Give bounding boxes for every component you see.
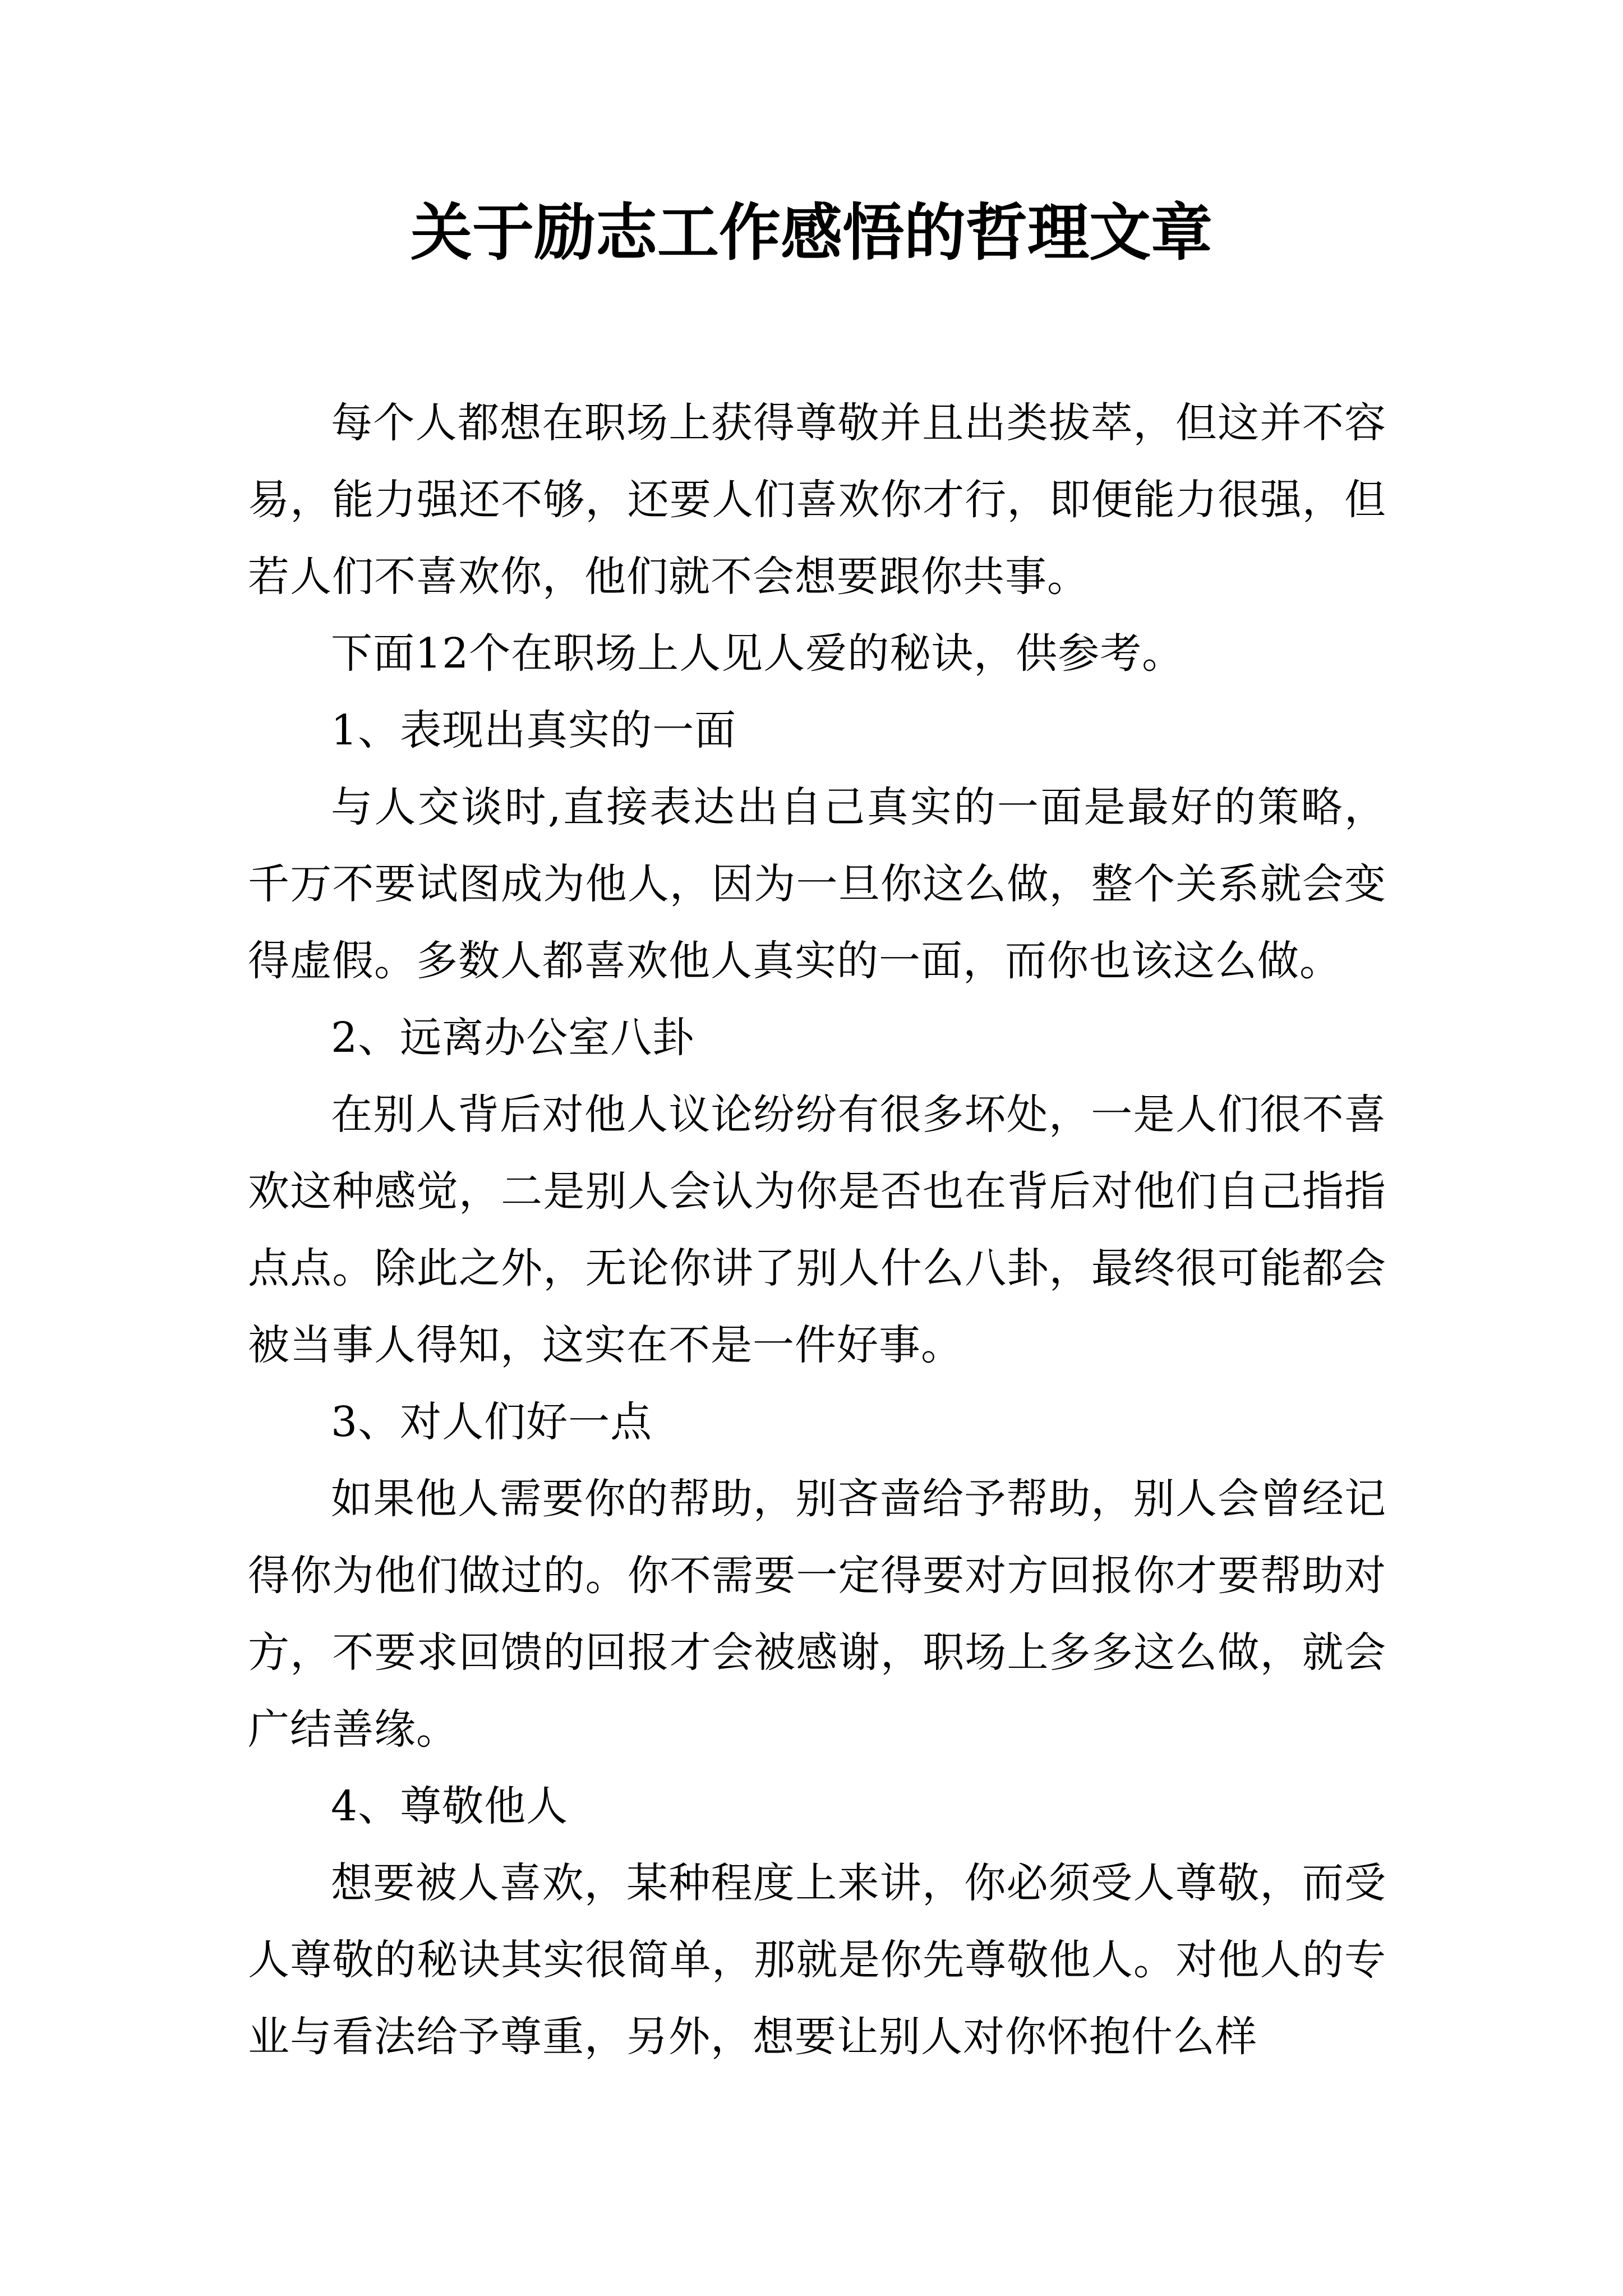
document-title: 关于励志工作感悟的哲理文章 <box>411 196 1212 269</box>
paragraph-section-2: 在别人背后对他人议论纷纷有很多坏处，一是人们很不喜欢这种感觉，二是别人会认为你是否也在背后对他们自己指指点点。除此之外，无论你讲了别人什么八卦，最终很可能都会被当事人得知，这实在不是一件好事。 <box>248 1091 1386 1369</box>
section-heading-2: 2、远离办公室八卦 <box>331 1014 695 1062</box>
paragraph-lead: 下面12个在职场上人见人爱的秘诀，供参考。 <box>331 629 1184 678</box>
section-heading-1: 1、表现出真实的一面 <box>331 706 737 754</box>
document-body <box>248 385 1386 2076</box>
paragraph-intro: 每个人都想在职场上获得尊敬并且出类拔萃，但这并不容易，能力强还不够，还要人们喜欢你才行，即便能力很强，但若人们不喜欢你，他们就不会想要跟你共事。 <box>248 399 1386 601</box>
paragraph-section-4: 想要被人喜欢，某种程度上来讲，你必须受人尊敬，而受人尊敬的秘诀其实很简单，那就是你先尊敬他人。对他人的专业与看法给予尊重，另外，想要让别人对你怀抱什么样 <box>248 1859 1386 2061</box>
paragraph-section-1: 与人交谈时,直接表达出自己真实的一面是最好的策略，千万不要试图成为他人，因为一旦你这么做，整个关系就会变得虚假。多数人都喜欢他人真实的一面，而你也该这么做。 <box>248 783 1386 985</box>
section-heading-3: 3、对人们好一点 <box>331 1398 653 1446</box>
section-heading-4: 4、尊敬他人 <box>331 1782 569 1830</box>
paragraph-section-3: 如果他人需要你的帮助，别吝啬给予帮助，别人会曾经记得你为他们做过的。你不需要一定得要对方回报你才要帮助对方，不要求回馈的回报才会被感谢，职场上多多这么做，就会广结善缘。 <box>248 1475 1386 1754</box>
